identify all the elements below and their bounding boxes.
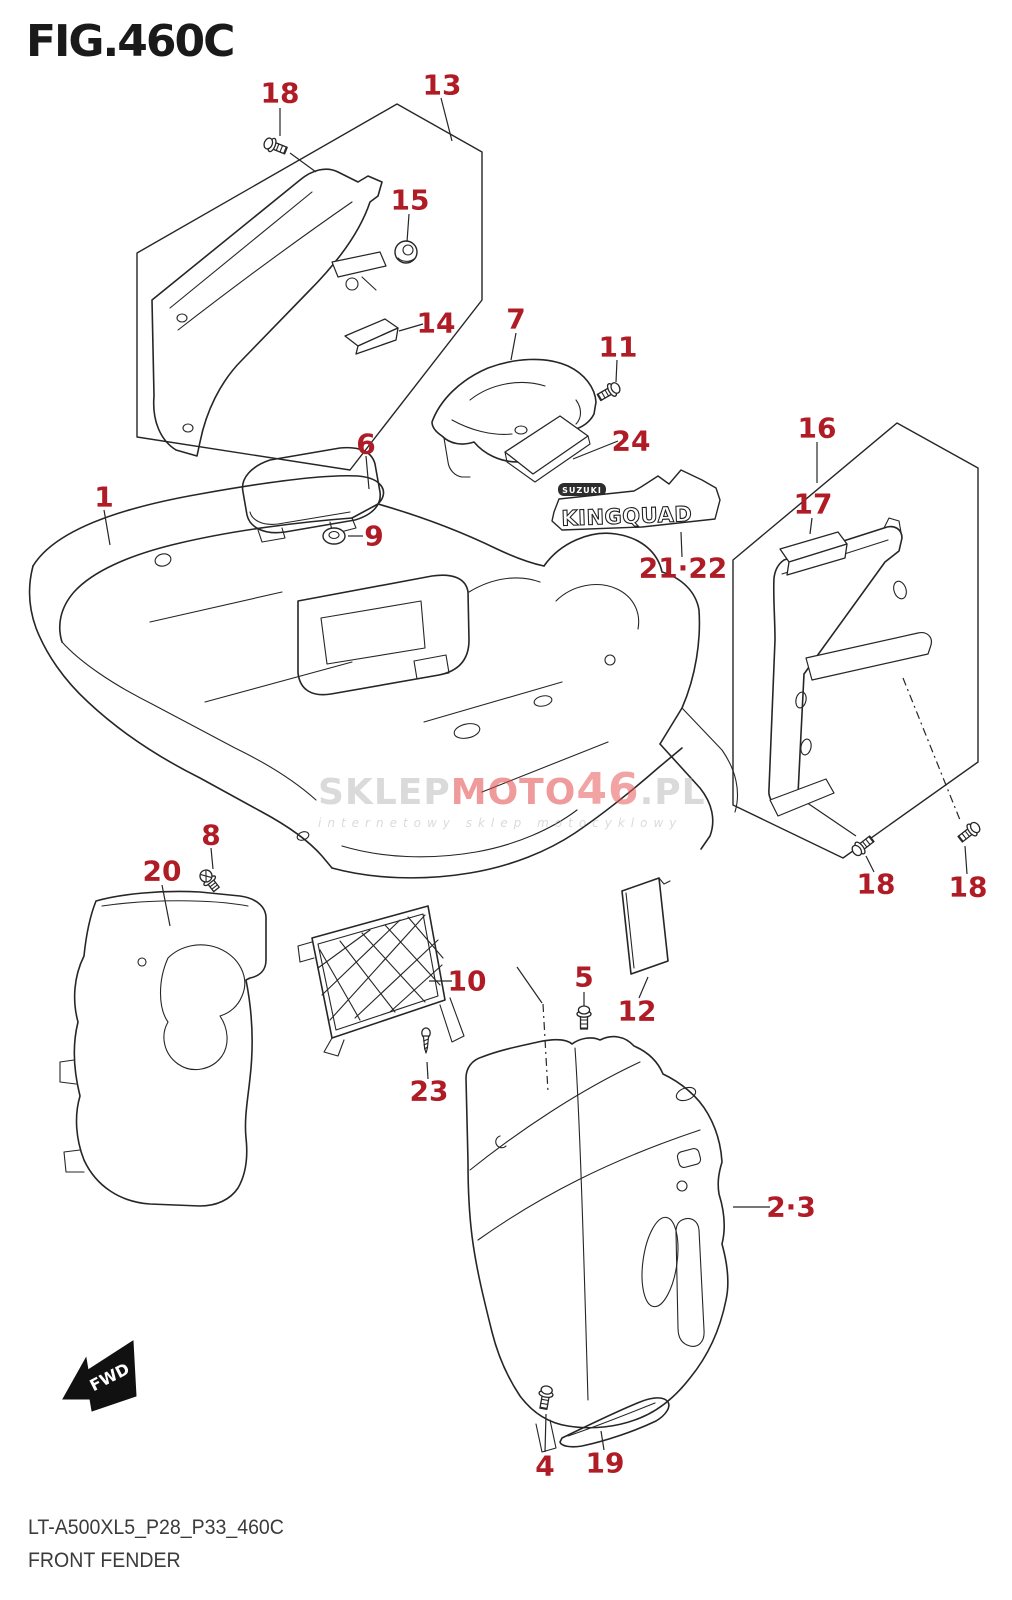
part-20-mud-guard xyxy=(60,891,266,1206)
drawing-code: LT-A500XL5_P28_P33_460C xyxy=(28,1516,284,1539)
part-label-24: 24 xyxy=(611,424,651,458)
fwd-label: FWD xyxy=(86,1359,133,1396)
part-label-15: 15 xyxy=(390,183,430,217)
fastener-11 xyxy=(596,380,623,404)
part-label-19: 19 xyxy=(585,1446,625,1480)
part-label-10: 10 xyxy=(447,964,487,998)
part-19-trim xyxy=(560,1398,669,1447)
part-label-18-left: 18 xyxy=(856,867,896,901)
part-14-cushion xyxy=(345,319,398,354)
watermark-part3: 46 xyxy=(576,764,640,815)
part-13-side-cover xyxy=(152,169,386,456)
part-label-23: 23 xyxy=(409,1074,449,1108)
part-label-13: 13 xyxy=(422,68,462,102)
fastener-5 xyxy=(577,1006,591,1029)
fastener-8 xyxy=(197,867,222,894)
part-label-16: 16 xyxy=(797,411,837,445)
watermark-part1: SKLEP xyxy=(318,772,451,813)
part-label-14: 14 xyxy=(416,306,456,340)
figure-title: FIG.460C xyxy=(26,16,234,67)
part-16-boundary xyxy=(733,423,978,858)
part-12-tape xyxy=(622,878,670,974)
part-label-5: 5 xyxy=(574,960,594,994)
part-label-8: 8 xyxy=(201,818,221,852)
part-label-7: 7 xyxy=(506,302,526,336)
watermark-subtitle: internetowy sklep motocyklowy xyxy=(318,816,683,830)
leader-lines xyxy=(104,98,967,1452)
part-label-18-right: 18 xyxy=(948,870,988,904)
part-label-17: 17 xyxy=(793,487,833,521)
emblem-brand-text: SUZUKI xyxy=(562,486,602,495)
part-label-11: 11 xyxy=(598,330,638,364)
fastener-4 xyxy=(537,1385,555,1410)
part-17-cushion xyxy=(780,532,847,575)
emblem-model-text: KINGQUAD xyxy=(561,502,693,531)
footer xyxy=(28,1512,284,1577)
part-24-cushion xyxy=(505,416,590,482)
watermark-part2: MOTO xyxy=(450,772,577,813)
part-label-12: 12 xyxy=(617,994,657,1028)
drawing-name: FRONT FENDER xyxy=(28,1548,181,1572)
part-label-1: 1 xyxy=(94,480,114,514)
part-label-9: 9 xyxy=(364,519,384,553)
kingquad-emblem xyxy=(552,470,720,531)
part-label-2-3: 2·3 xyxy=(766,1190,816,1224)
fastener-18-right xyxy=(956,820,983,845)
part-label-21-22: 21·22 xyxy=(638,551,728,585)
part-label-18-top: 18 xyxy=(260,76,300,110)
watermark-part4: .PL xyxy=(639,772,706,813)
fastener-18-top xyxy=(262,136,289,158)
part-label-4: 4 xyxy=(535,1449,555,1483)
part-label-20: 20 xyxy=(142,854,182,888)
part-label-6: 6 xyxy=(356,427,376,461)
fastener-23 xyxy=(422,1028,430,1053)
fwd-direction-badge xyxy=(63,1341,136,1411)
part-15-cushion-cap xyxy=(395,241,417,263)
part-9-grommet xyxy=(323,528,345,544)
part-13-boundary xyxy=(137,104,482,470)
part-2-3-inner-fender xyxy=(466,1037,728,1452)
